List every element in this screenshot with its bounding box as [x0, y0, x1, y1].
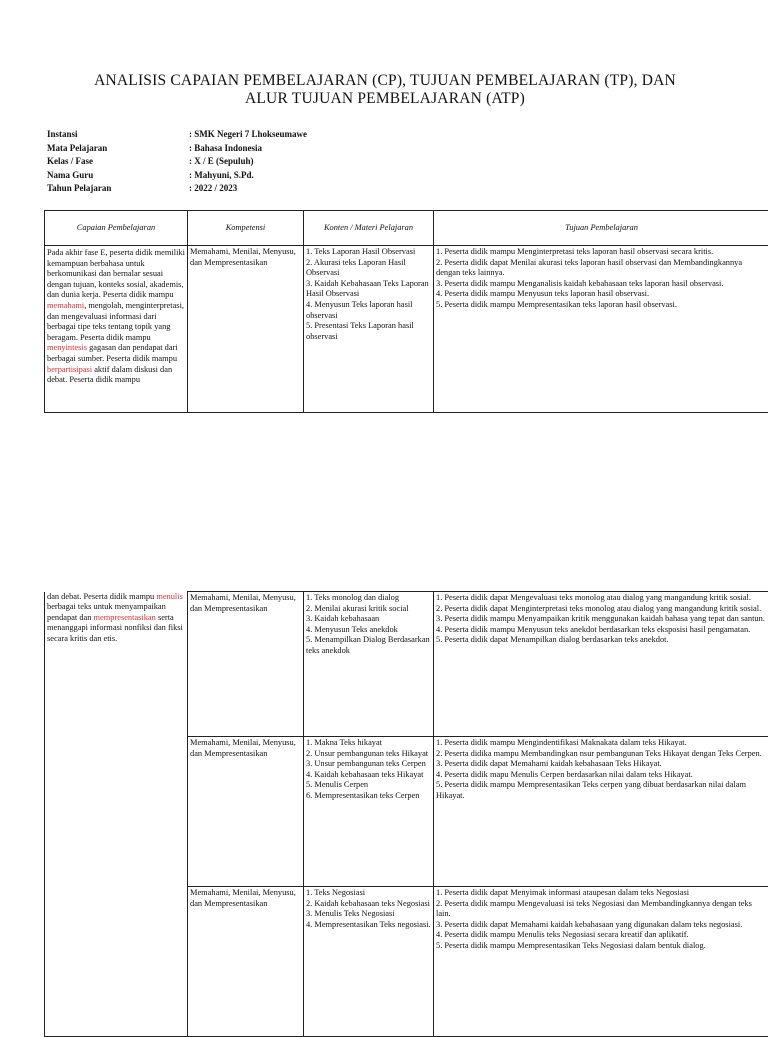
konten-item: 4. Menyusun Teks anekdok	[306, 625, 431, 636]
tp-cell	[434, 737, 768, 887]
meta-row	[47, 128, 307, 142]
tp-cell	[434, 592, 768, 737]
tp-item: 4. Peserta didik mampu Menyusun teks anekdot berdasarkan teks eksposisi hasil pengamatan.	[436, 625, 767, 636]
tp-item: 4. Peserta didik mampu Menyusun teks laporan hasil observasi.	[436, 289, 767, 300]
header-tp: Tujuan Pembelajaran	[434, 211, 768, 246]
tp-item: 3. Peserta didik dapat Memahami kaidah kebahasaan Teks Hikayat.	[436, 759, 767, 770]
tp-cell	[434, 887, 768, 1037]
kompetensi-cell: Memahami, Menilai, Menyusu, dan Mempresentasikan	[188, 737, 304, 887]
cp-text: Pada akhir fase E, peserta didik memiliki kemampuan berbahasa untuk berkomunikasi dan bernalar sesuai dengan tujuan, konteks sosial, akademis, dan dunia kerja. Peserta didik mampu memahami, mengolah, menginterpretasi, dan mengevaluasi informasi dari berbagai tipe teks tentang topik yang beragam. Peserta didik mampu menyintesis gagasan dan pendapat dari berbagai sumber. Peserta didik mampu berpartisipasi aktif dalam diskusi dan debat. Peserta didik mampu	[47, 248, 185, 412]
tp-item: 5. Peserta didik mampu Mempresentasikan Teks cerpen yang dibuat berdasarkan nilai dalam Hikayat.	[436, 780, 767, 801]
header-cp: Capaian Pembelajaran	[45, 211, 188, 246]
konten-item: 1. Teks Negosiasi	[306, 888, 431, 899]
meta-key: Tahun Pelajaran	[47, 182, 189, 196]
meta-value: : SMK Negeri 7 Lhokseumawe	[189, 128, 307, 142]
cp-cell	[45, 592, 188, 1037]
keyword-menulis: menulis	[156, 592, 183, 601]
meta-row	[47, 142, 307, 156]
konten-item: 3. Kaidah kebahasaan	[306, 614, 431, 625]
title-line-2: ALUR TUJUAN PEMBELAJARAN (ATP)	[40, 90, 730, 108]
meta-value: : 2022 / 2023	[189, 182, 237, 196]
atp-table-page-1	[44, 210, 768, 413]
konten-item: 2. Unsur pembangunan teks Hikayat	[306, 749, 431, 760]
keyword-mempresentasikan: mempresentasikan	[94, 613, 156, 622]
konten-item: 1. Teks monolog dan dialog	[306, 593, 431, 604]
tp-item: 5. Peserta didik mampu Mempresentasikan teks laporan hasil observasi.	[436, 300, 767, 311]
meta-value: : Mahyuni, S.Pd.	[189, 169, 254, 183]
konten-item: 5. Menampilkan Dialog Berdasarkan teks anekdok	[306, 635, 431, 656]
tp-item: 4. Peserta didik mampu Menulis teks Negosiasi secara kreatif dan aplikatif.	[436, 930, 767, 941]
konten-item: 3. Unsur pembangunan teks Cerpen	[306, 759, 431, 770]
tp-item: 1. Peserta didik mampu Mengindentifikasi Maknakata dalam teks Hikayat.	[436, 738, 767, 749]
konten-item: 2. Akurasi teks Laporan Hasil Observasi	[306, 258, 431, 279]
header-konten: Konten / Materi Pelajaran	[304, 211, 434, 246]
tp-item: 4. Peserta didik mapu Menulis Cerpen berdasarkan nilai dalam teks Hikayat.	[436, 770, 767, 781]
tp-item: 2. Peserta didika mampu Membandingkan nsur pembangunan Teks Hikayat dengan Teks Cerpen.	[436, 749, 767, 760]
meta-row	[47, 155, 307, 169]
konten-cell	[304, 737, 434, 887]
tp-item: 3. Peserta didik mampu Menyampaikan kritik menggunakan kaidah bahasa yang tepat dan santun.	[436, 614, 767, 625]
meta-key: Nama Guru	[47, 169, 189, 183]
tp-item: 3. Peserta didik mampu Menganalisis kaidah kebahasaan teks laporan hasil observasi.	[436, 279, 767, 290]
konten-item: 3. Kaidah Kebahasaan Teks Laporan Hasil Observasi	[306, 279, 431, 300]
document-meta	[47, 128, 307, 196]
konten-item: 2. Menilai akurasi kritik social	[306, 604, 431, 615]
tp-item: 2. Peserta didik dapat Menginterpretasi teks monolog atau dialog yang mangandung kritik sosial.	[436, 604, 767, 615]
tp-item: 5. Peserta didik dapat Menampilkan dialog berdasarkan teks anekdot.	[436, 635, 767, 646]
tp-cell	[434, 246, 768, 413]
tp-item: 2. Peserta didik mampu Mengevaluasi isi teks Negosiasi dan Membandingkannya dengan teks lain.	[436, 899, 767, 920]
konten-item: 4. Mempresentasikan Teks negosiasi.	[306, 920, 431, 931]
konten-item: 1. Makna Teks hikayat	[306, 738, 431, 749]
atp-table-page-2	[44, 591, 768, 1037]
tp-item: 5. Peserta didik mampu Mempresentasikan Teks Negosiasi dalam bentuk dialog.	[436, 941, 767, 952]
keyword-menyintesis: menyintesis	[47, 343, 87, 352]
konten-item: 5. Presentasi Teks Laporan hasil observasi	[306, 321, 431, 342]
konten-item: 3. Menulis Teks Negosiasi	[306, 909, 431, 920]
kompetensi-cell: Memahami, Menilai, Menyusu, dan Mempresentasikan	[188, 592, 304, 737]
kompetensi-cell: Memahami, Menilai, Menyusu, dan Mempresentasikan	[188, 246, 304, 413]
konten-cell	[304, 887, 434, 1037]
meta-row	[47, 169, 307, 183]
tp-item: 1. Peserta didik dapat Menyimak informasi ataupesan dalam teks Negosiasi	[436, 888, 767, 899]
table-header-row	[45, 211, 768, 246]
tp-item: 1. Peserta didik dapat Mengevaluasi teks monolog atau dialog yang mangandung kritik sosial.	[436, 593, 767, 604]
cp-text: dan debat. Peserta didik mampu menulis berbagai teks untuk menyampaikan pendapat dan mempresentasikan serta menanggapi informasi nonfiksi dan fiksi secara kritis dan etis.	[47, 592, 185, 645]
meta-key: Instansi	[47, 128, 189, 142]
meta-value: : Bahasa Indonesia	[189, 142, 262, 156]
konten-item: 2. Kaidah kebahasaan teks Negosiasi	[306, 899, 431, 910]
tp-item: 2. Peserta didik dapat Menilai akurasi teks laporan hasil observasi dan Membandingkannya dengan teks lainnya.	[436, 258, 767, 279]
keyword-berpartisipasi: berpartisipasi	[47, 365, 92, 374]
konten-item: 1. Teks Laporan Hasil Observasi	[306, 247, 431, 258]
konten-item: 6. Mempresentasikan teks Cerpen	[306, 791, 431, 802]
meta-row	[47, 182, 307, 196]
kompetensi-cell: Memahami, Menilai, Menyusu, dan Mempresentasikan	[188, 887, 304, 1037]
konten-cell	[304, 592, 434, 737]
konten-item: 4. Kaidah kebahasaan teks Hikayat	[306, 770, 431, 781]
cp-cell	[45, 246, 188, 413]
title-line-1: ANALISIS CAPAIAN PEMBELAJARAN (CP), TUJUAN PEMBELAJARAN (TP), DAN	[40, 72, 730, 90]
table-row	[45, 246, 768, 413]
konten-item: 5. Menulis Cerpen	[306, 780, 431, 791]
tp-item: 3. Peserta didik dapat Memahami kaidah kebahasaan yang digunakan dalam teks negosiasi.	[436, 920, 767, 931]
tp-item: 1. Peserta didik mampu Menginterpretasi teks laporan hasil observasi secara kritis.	[436, 247, 767, 258]
meta-key: Mata Pelajaran	[47, 142, 189, 156]
konten-item: 4. Menyusun Teks laporan hasil observasi	[306, 300, 431, 321]
meta-key: Kelas / Fase	[47, 155, 189, 169]
konten-cell	[304, 246, 434, 413]
document-title	[40, 72, 730, 108]
meta-value: : X / E (Sepuluh)	[189, 155, 254, 169]
keyword-memahami: memahami	[47, 301, 84, 310]
header-kompetensi: Kompetensi	[188, 211, 304, 246]
table-row	[45, 592, 768, 737]
